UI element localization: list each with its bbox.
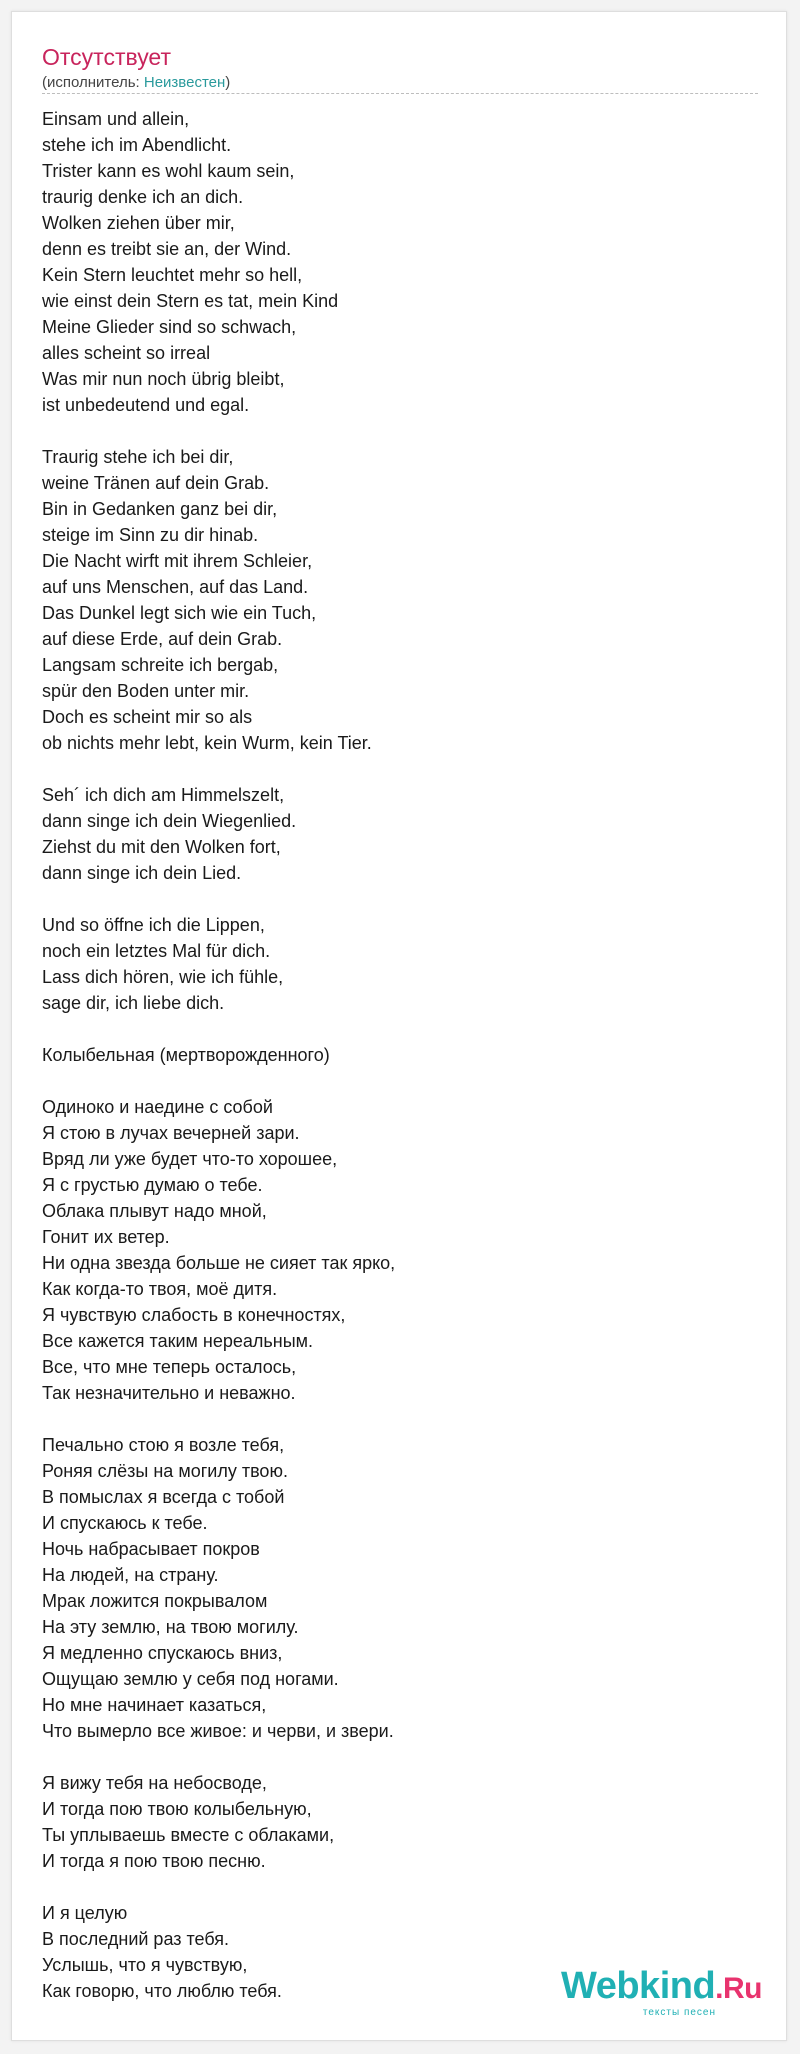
lyric-line: Гонит их ветер. [42, 1227, 170, 1247]
lyric-line: Я стою в лучах вечерней зари. [42, 1123, 300, 1143]
lyric-line: Trister kann es wohl kaum sein, [42, 161, 295, 181]
lyric-line: Печально стою я возле тебя, [42, 1435, 285, 1455]
lyric-line: ob nichts mehr lebt, kein Wurm, kein Tier. [42, 733, 372, 753]
lyrics-text [42, 106, 762, 2004]
lyric-line: Все, что мне теперь осталось, [42, 1357, 297, 1377]
lyric-line: Bin in Gedanken ganz bei dir, [42, 499, 278, 519]
lyrics-card [11, 11, 787, 2041]
lyric-line: Услышь, что я чувствую, [42, 1955, 248, 1975]
logo-wordmark [561, 1966, 762, 2009]
lyric-line: В помыслах я всегда с тобой [42, 1487, 285, 1507]
lyric-line: wie einst dein Stern es tat, mein Kind [42, 291, 339, 311]
lyric-line: Ни одна звезда больше не сияет так ярко, [42, 1253, 396, 1273]
lyric-line: Колыбельная (мертворожденного) [42, 1045, 330, 1065]
lyric-line: alles scheint so irreal [42, 343, 211, 363]
stanza-break [42, 418, 762, 444]
lyric-line: Ночь набрасывает покров [42, 1539, 260, 1559]
lyric-line: Все кажется таким нереальным. [42, 1331, 314, 1351]
lyric-line: И тогда я пою твою песню. [42, 1851, 266, 1871]
artist-prefix: (исполнитель: [42, 74, 144, 91]
lyric-line: Doch es scheint mir so als [42, 707, 253, 727]
lyric-line: Kein Stern leuchtet mehr so hell, [42, 265, 303, 285]
lyric-line: Что вымерло все живое: и черви, и звери. [42, 1721, 394, 1741]
lyric-line: Seh´ ich dich am Himmelszelt, [42, 785, 285, 805]
lyric-line: denn es treibt sie an, der Wind. [42, 239, 292, 259]
lyric-line: Das Dunkel legt sich wie ein Tuch, [42, 603, 317, 623]
lyric-line: dann singe ich dein Wiegenlied. [42, 811, 297, 831]
lyric-line: auf diese Erde, auf dein Grab. [42, 629, 283, 649]
lyric-line: stehe ich im Abendlicht. [42, 135, 232, 155]
lyric-line: traurig denke ich an dich. [42, 187, 244, 207]
lyric-line: Ziehst du mit den Wolken fort, [42, 837, 281, 857]
lyric-line: noch ein letztes Mal für dich. [42, 941, 271, 961]
logo-main-text: Webkind [561, 1965, 716, 2007]
lyric-line: auf uns Menschen, auf das Land. [42, 577, 309, 597]
lyric-line: Я чувствую слабость в конечностях, [42, 1305, 346, 1325]
lyric-line: На эту землю, на твою могилу. [42, 1617, 299, 1637]
stanza-break [42, 1874, 762, 1900]
lyric-line: Но мне начинает казаться, [42, 1695, 267, 1715]
lyric-line: Роняя слёзы на могилу твою. [42, 1461, 288, 1481]
lyric-line: Одиноко и наедине с собой [42, 1097, 273, 1117]
logo-tld: .Ru [715, 1972, 762, 2005]
lyric-line: Вряд ли уже будет что-то хорошее, [42, 1149, 338, 1169]
lyric-line: Lass dich hören, wie ich fühle, [42, 967, 284, 987]
lyric-line: На людей, на страну. [42, 1565, 219, 1585]
dashed-divider [42, 93, 758, 94]
song-title: Отсутствует [42, 44, 171, 70]
stanza-break [42, 1406, 762, 1432]
stanza-break [42, 1744, 762, 1770]
lyric-line: Und so öffne ich die Lippen, [42, 915, 265, 935]
lyric-line: Langsam schreite ich bergab, [42, 655, 279, 675]
lyric-line: И я целую [42, 1903, 128, 1923]
webkind-logo[interactable] [561, 1966, 762, 2018]
lyric-line: Wolken ziehen über mir, [42, 213, 235, 233]
lyric-line: steige im Sinn zu dir hinab. [42, 525, 259, 545]
lyric-line: И спускаюсь к тебе. [42, 1513, 208, 1533]
lyric-line: sage dir, ich liebe dich. [42, 993, 225, 1013]
lyric-line: Я с грустью думаю о тебе. [42, 1175, 263, 1195]
lyric-line: Die Nacht wirft mit ihrem Schleier, [42, 551, 313, 571]
lyric-line: dann singe ich dein Lied. [42, 863, 242, 883]
artist-link[interactable]: Неизвестен [143, 74, 226, 91]
lyric-line: И тогда пою твою колыбельную, [42, 1799, 312, 1819]
stanza-break [42, 756, 762, 782]
lyric-line: Einsam und allein, [42, 109, 190, 129]
artist-suffix: ) [225, 74, 231, 91]
lyric-line: Ощущаю землю у себя под ногами. [42, 1669, 339, 1689]
logo-tagline: тексты песен [642, 2007, 716, 2018]
lyric-line: Meine Glieder sind so schwach, [42, 317, 297, 337]
lyric-line: spür den Boden unter mir. [42, 681, 250, 701]
lyric-line: ist unbedeutend und egal. [42, 395, 250, 415]
lyric-line: Traurig stehe ich bei dir, [42, 447, 234, 467]
lyric-line: Как говорю, что люблю тебя. [42, 1981, 282, 2001]
lyric-line: Ты уплываешь вместе с облаками, [42, 1825, 335, 1845]
stanza-break [42, 886, 762, 912]
stanza-break [42, 1016, 762, 1042]
artist-line [42, 74, 230, 91]
stanza-break [42, 1068, 762, 1094]
lyric-line: Так незначительно и неважно. [42, 1383, 296, 1403]
lyric-line: weine Tränen auf dein Grab. [42, 473, 270, 493]
lyric-line: Облака плывут надо мной, [42, 1201, 267, 1221]
lyric-line: Я вижу тебя на небосводе, [42, 1773, 267, 1793]
lyric-line: Я медленно спускаюсь вниз, [42, 1643, 283, 1663]
lyric-line: В последний раз тебя. [42, 1929, 230, 1949]
lyric-line: Was mir nun noch übrig bleibt, [42, 369, 285, 389]
lyric-line: Мрак ложится покрывалом [42, 1591, 268, 1611]
lyric-line: Как когда-то твоя, моё дитя. [42, 1279, 278, 1299]
